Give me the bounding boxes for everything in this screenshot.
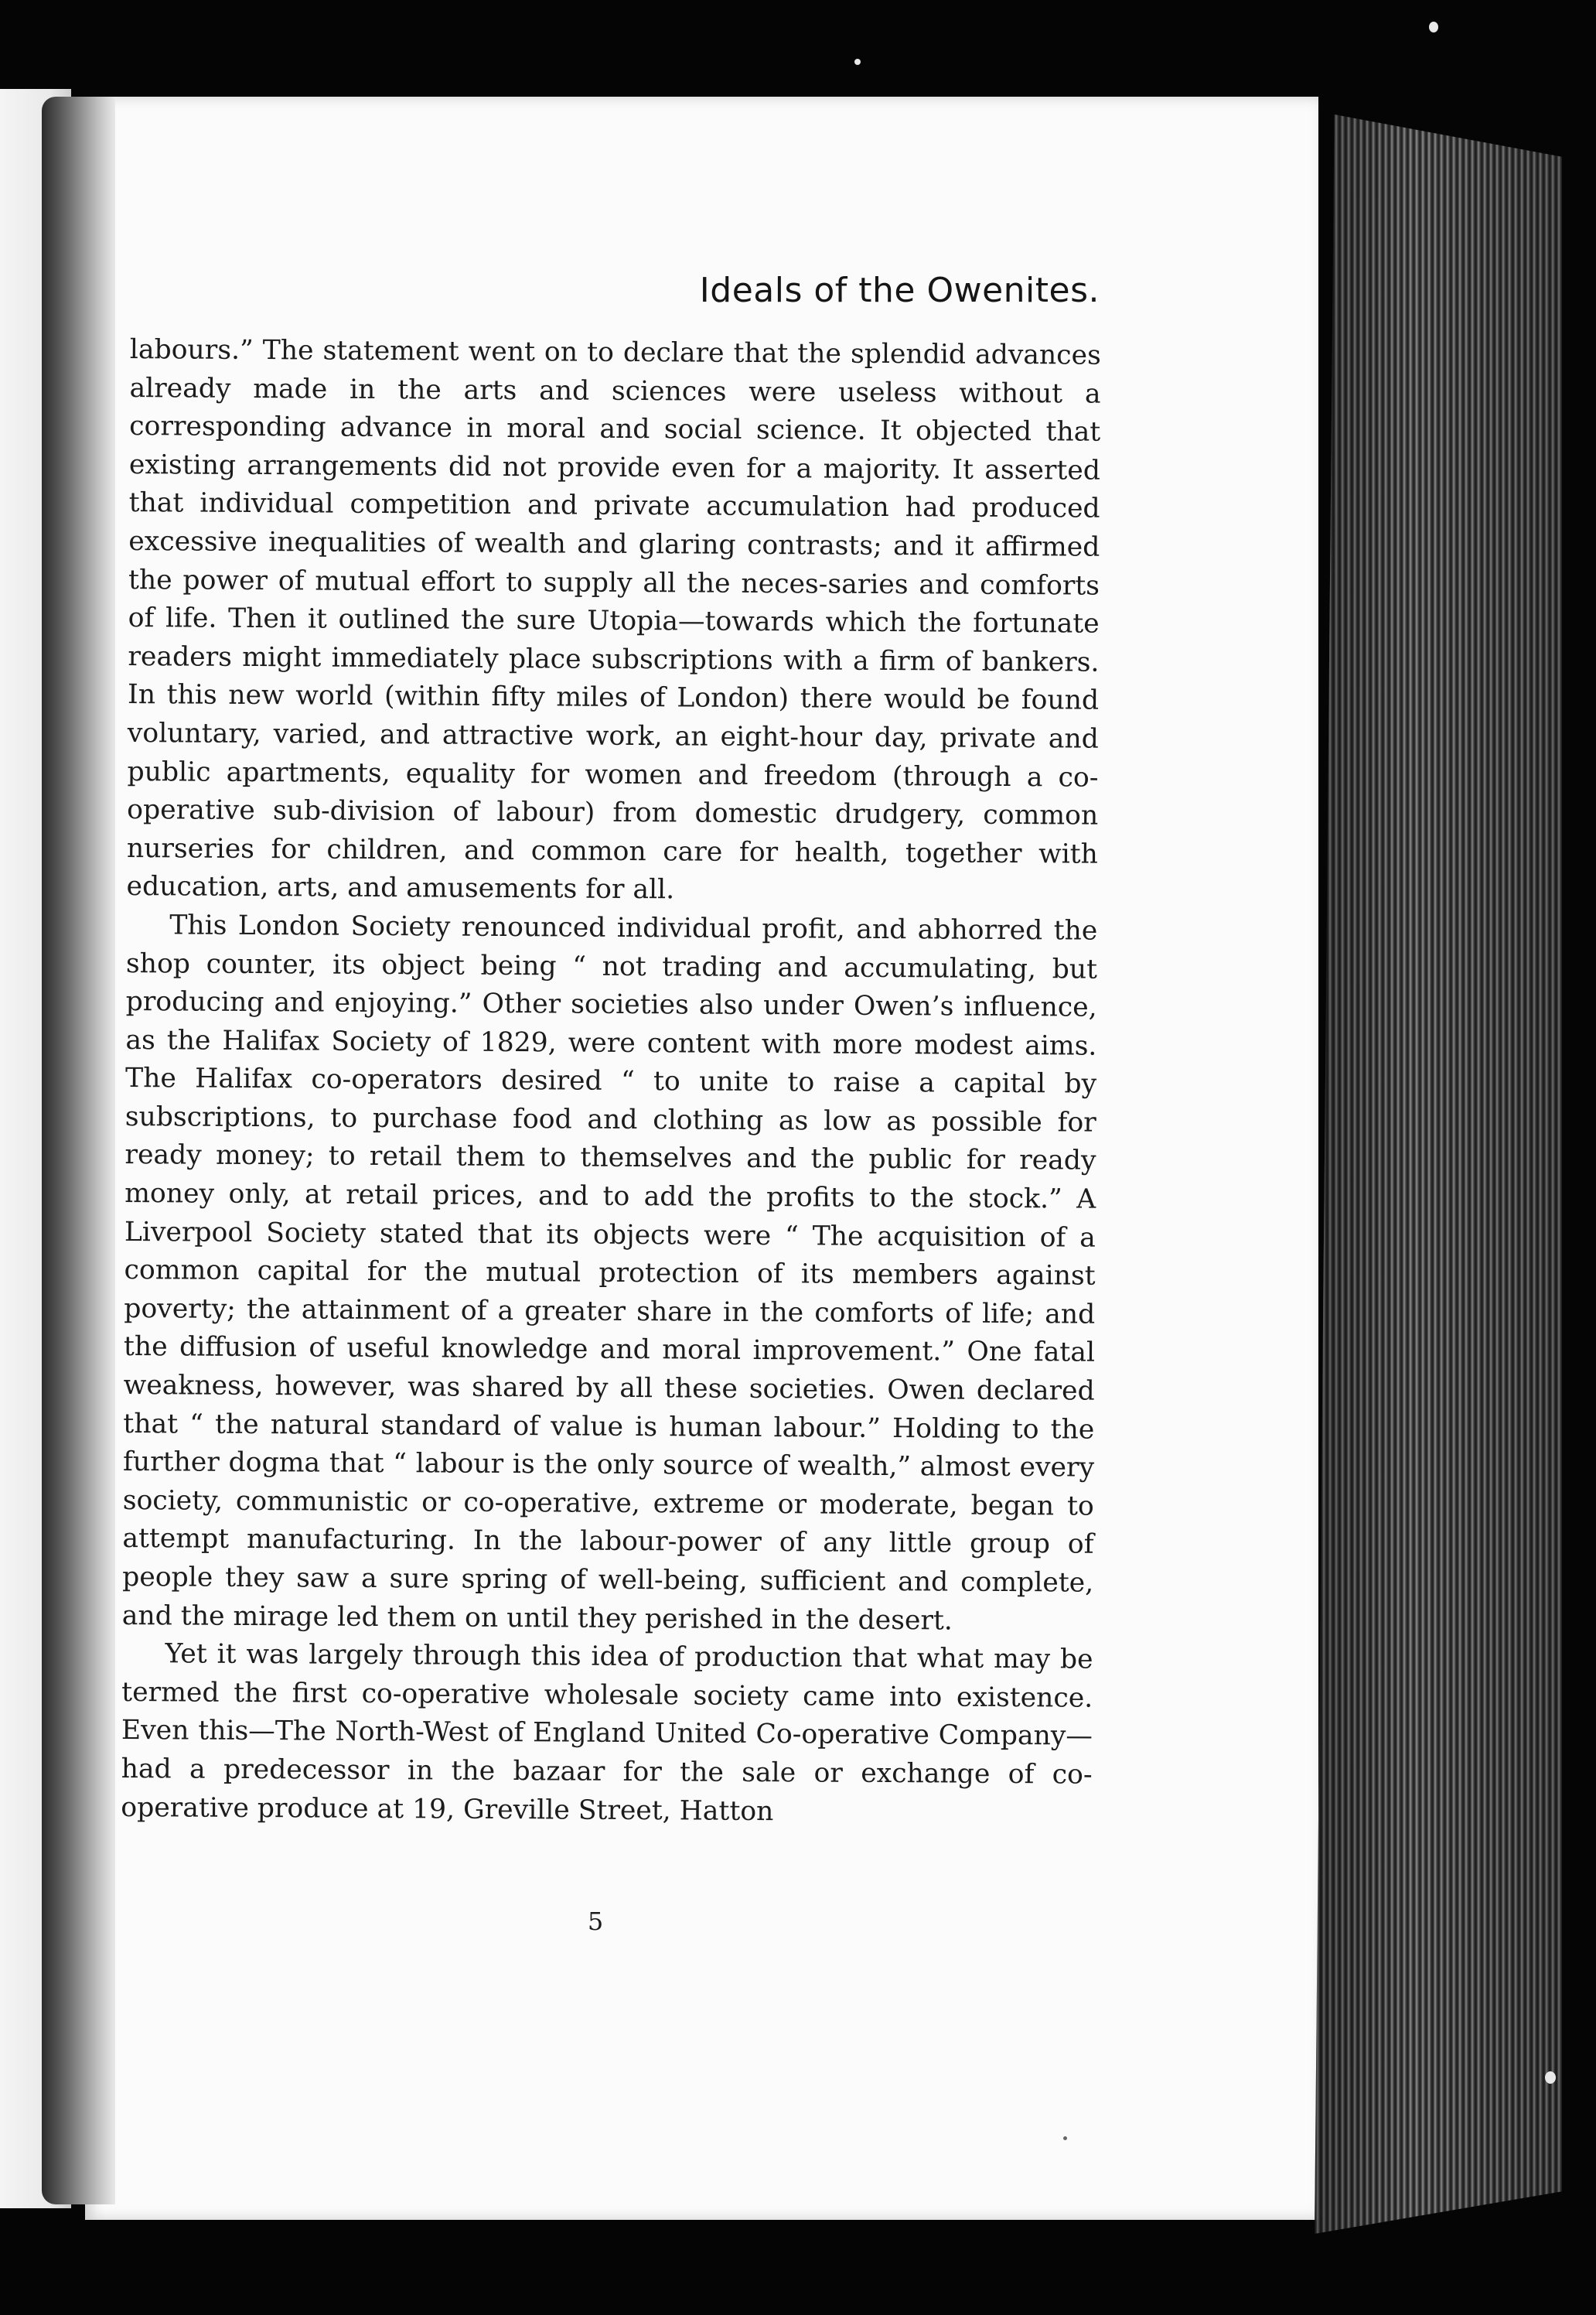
paragraph: Yet it was largely through this idea of production that what may be termed the first co-operative wholesale society came into existence. Even this—The North-West of England United Co-operative Company—had a predecessor in the bazaar for the sale or exchange of co-operative produce at 19, Greville Street, Hatton — [121, 1638, 1093, 1827]
scan-speck — [1429, 22, 1438, 32]
book-gutter — [42, 97, 115, 2204]
scan-speck — [1063, 2136, 1067, 2140]
paragraph: This London Society renounced individual profit, and abhorred the shop counter, its object being “ not trading and accumulating, but producing and enjoying.” Other societies also under Owen’s influence, as the Halifax Society of 1829, were content with more modest aims. The Halifax co-operators desired “ to unite to raise a capital by subscriptions, to purchase food and clothing as low as possible for ready money; to retail them to themselves and the public for ready money only, at retail prices, and to add the profits to the stock.” A Liverpool Society stated that its objects were “ The acquisition of a common capital for the mutual protection of its members against poverty; the attainment of a greater share in the comforts of life; and the diffusion of useful knowledge and moral improvement.” One fatal weakness, however, was shared by all these societies. Owen declared that “ the natural standard of value is human labour.” Holding to the further dogma that “ labour is the only source of wealth,” almost every society, communistic or co-operative, extreme or moderate, began to attempt manufacturing. In the labour-power of any little group of people they saw a sure spring of well-being, sufficient and complete, and the mirage led them on until they perished in the desert. — [121, 910, 1098, 1637]
running-title: Ideals of the Owenites. — [699, 271, 1100, 310]
scan-speck — [854, 59, 861, 65]
body-text — [121, 331, 1101, 1833]
scan-speck — [1545, 2071, 1556, 2084]
page-stack-shadow — [1315, 114, 1562, 2234]
page-number: 5 — [587, 1907, 604, 1936]
paragraph: labours.” The statement went on to declare that the splendid advances already made in the arts and sciences were useless without a corresponding advance in moral and social science. It objected that existing arrangements did not provide even for a majority. It asserted that individual competition and private accumulation had produced excessive inequalities of wealth and glaring contrasts; and it affirmed the power of mutual effort to supply all the neces-saries and comforts of life. Then it outlined the sure Utopia—towards which the fortunate readers might immediately place subscriptions with a firm of bankers. In this new world (within fifty miles of London) there would be found voluntary, varied, and attractive work, an eight-hour day, private and public apartments, equality for women and freedom (through a co-operative sub-division of labour) from domestic drudgery, common nurseries for children, and common care for health, together with education, arts, and amusements for all. — [126, 333, 1101, 906]
